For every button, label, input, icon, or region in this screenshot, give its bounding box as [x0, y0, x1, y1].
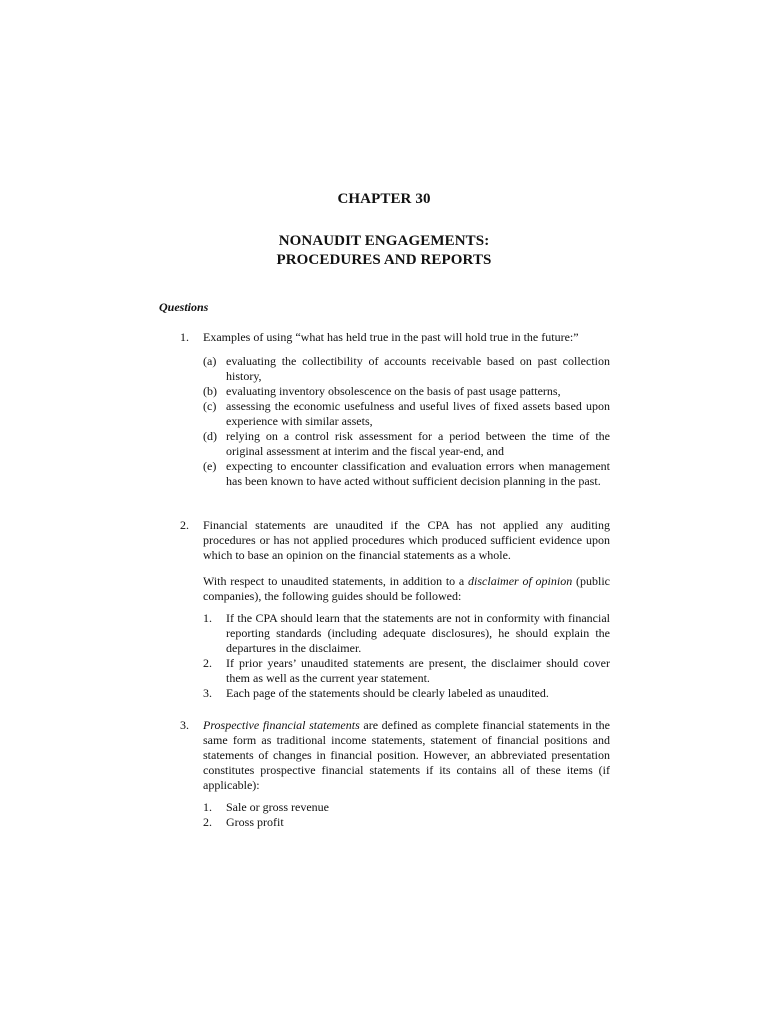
list-marker: (e): [203, 459, 217, 473]
question-number: 2.: [180, 518, 189, 532]
paragraph-prospective-definition: [203, 718, 610, 793]
list-item-text: assessing the economic usefulness and useful lives of fixed assets based upon experience with similar assets,: [226, 399, 610, 428]
guides-list: [203, 611, 610, 701]
list-marker: 1.: [203, 611, 212, 625]
list-item-text: Gross profit: [226, 815, 284, 829]
text-run: are defined as complete financial statements in the same form as traditional income statements, statement of financial positions and statements of changes in financial position. However, an abbreviated presentation constitutes prospective financial statements if its contains all of these items (if applicable):: [203, 718, 611, 792]
list-item-text: expecting to encounter classification and evaluation errors when management has been known to have acted without sufficient decision planning in the past.: [226, 459, 610, 488]
list-item-text: Each page of the statements should be clearly labeled as unaudited.: [226, 686, 549, 700]
list-item: [203, 429, 610, 459]
items-list: [203, 800, 610, 830]
section-heading-questions: Questions: [159, 300, 209, 314]
chapter-number: CHAPTER 30: [337, 191, 431, 207]
question-intro: Examples of using “what has held true in the past will hold true in the future:”: [203, 330, 579, 344]
list-item: [203, 459, 610, 489]
list-item: [203, 611, 610, 656]
list-marker: 2.: [203, 815, 212, 829]
question-body: [203, 718, 610, 830]
example-list: [203, 354, 610, 489]
list-item-text: If prior years’ unaudited statements are present, the disclaimer should cover them as well as the current year statement.: [226, 656, 610, 685]
list-marker: (c): [203, 399, 217, 413]
list-marker: 3.: [203, 686, 212, 700]
question-number: 3.: [180, 718, 189, 732]
list-item: [203, 800, 610, 815]
list-item-text: Sale or gross revenue: [226, 800, 329, 814]
emphasis-prospective: Prospective financial statements: [203, 718, 360, 732]
chapter-title-line-1: NONAUDIT ENGAGEMENTS:: [278, 233, 490, 249]
list-item: [203, 686, 610, 701]
question-3: [180, 718, 610, 830]
question-1: [180, 330, 610, 489]
chapter-title-line-2: PROCEDURES AND REPORTS: [276, 252, 492, 268]
question-2: [180, 518, 610, 701]
list-marker: 1.: [203, 800, 212, 814]
list-item: [203, 399, 610, 429]
list-marker: 2.: [203, 656, 212, 670]
paragraph-unaudited-definition: Financial statements are unaudited if the CPA has not applied any auditing procedures or has not applied procedures which produced sufficient evidence upon which to base an opinion on the financial statements as a whole.: [203, 518, 610, 562]
list-item-text: If the CPA should learn that the statements are not in conformity with financial reporting standards (including adequate disclosures), he should explain the departures in the disclaimer.: [226, 611, 610, 655]
list-marker: (d): [203, 429, 217, 443]
text-run: With respect to unaudited statements, in addition to a: [203, 574, 469, 588]
list-marker: (b): [203, 384, 217, 398]
text-run: (public companies), the following guides should be followed:: [203, 574, 610, 603]
list-item: [203, 384, 610, 399]
emphasis-disclaimer: disclaimer of opinion: [468, 574, 573, 588]
list-item: [203, 354, 610, 384]
question-body: [203, 518, 610, 701]
list-item-text: evaluating inventory obsolescence on the basis of past usage patterns,: [226, 384, 561, 398]
paragraph-guides-intro: [203, 574, 610, 604]
question-number: 1.: [180, 330, 189, 344]
list-item-text: evaluating the collectibility of accounts receivable based on past collection history,: [226, 354, 610, 383]
list-item-text: relying on a control risk assessment for a period between the time of the original assessment at interim and the fiscal year-end, and: [226, 429, 610, 458]
question-body: [203, 330, 610, 489]
list-marker: (a): [203, 354, 217, 368]
list-item: [203, 815, 610, 830]
list-item: [203, 656, 610, 686]
